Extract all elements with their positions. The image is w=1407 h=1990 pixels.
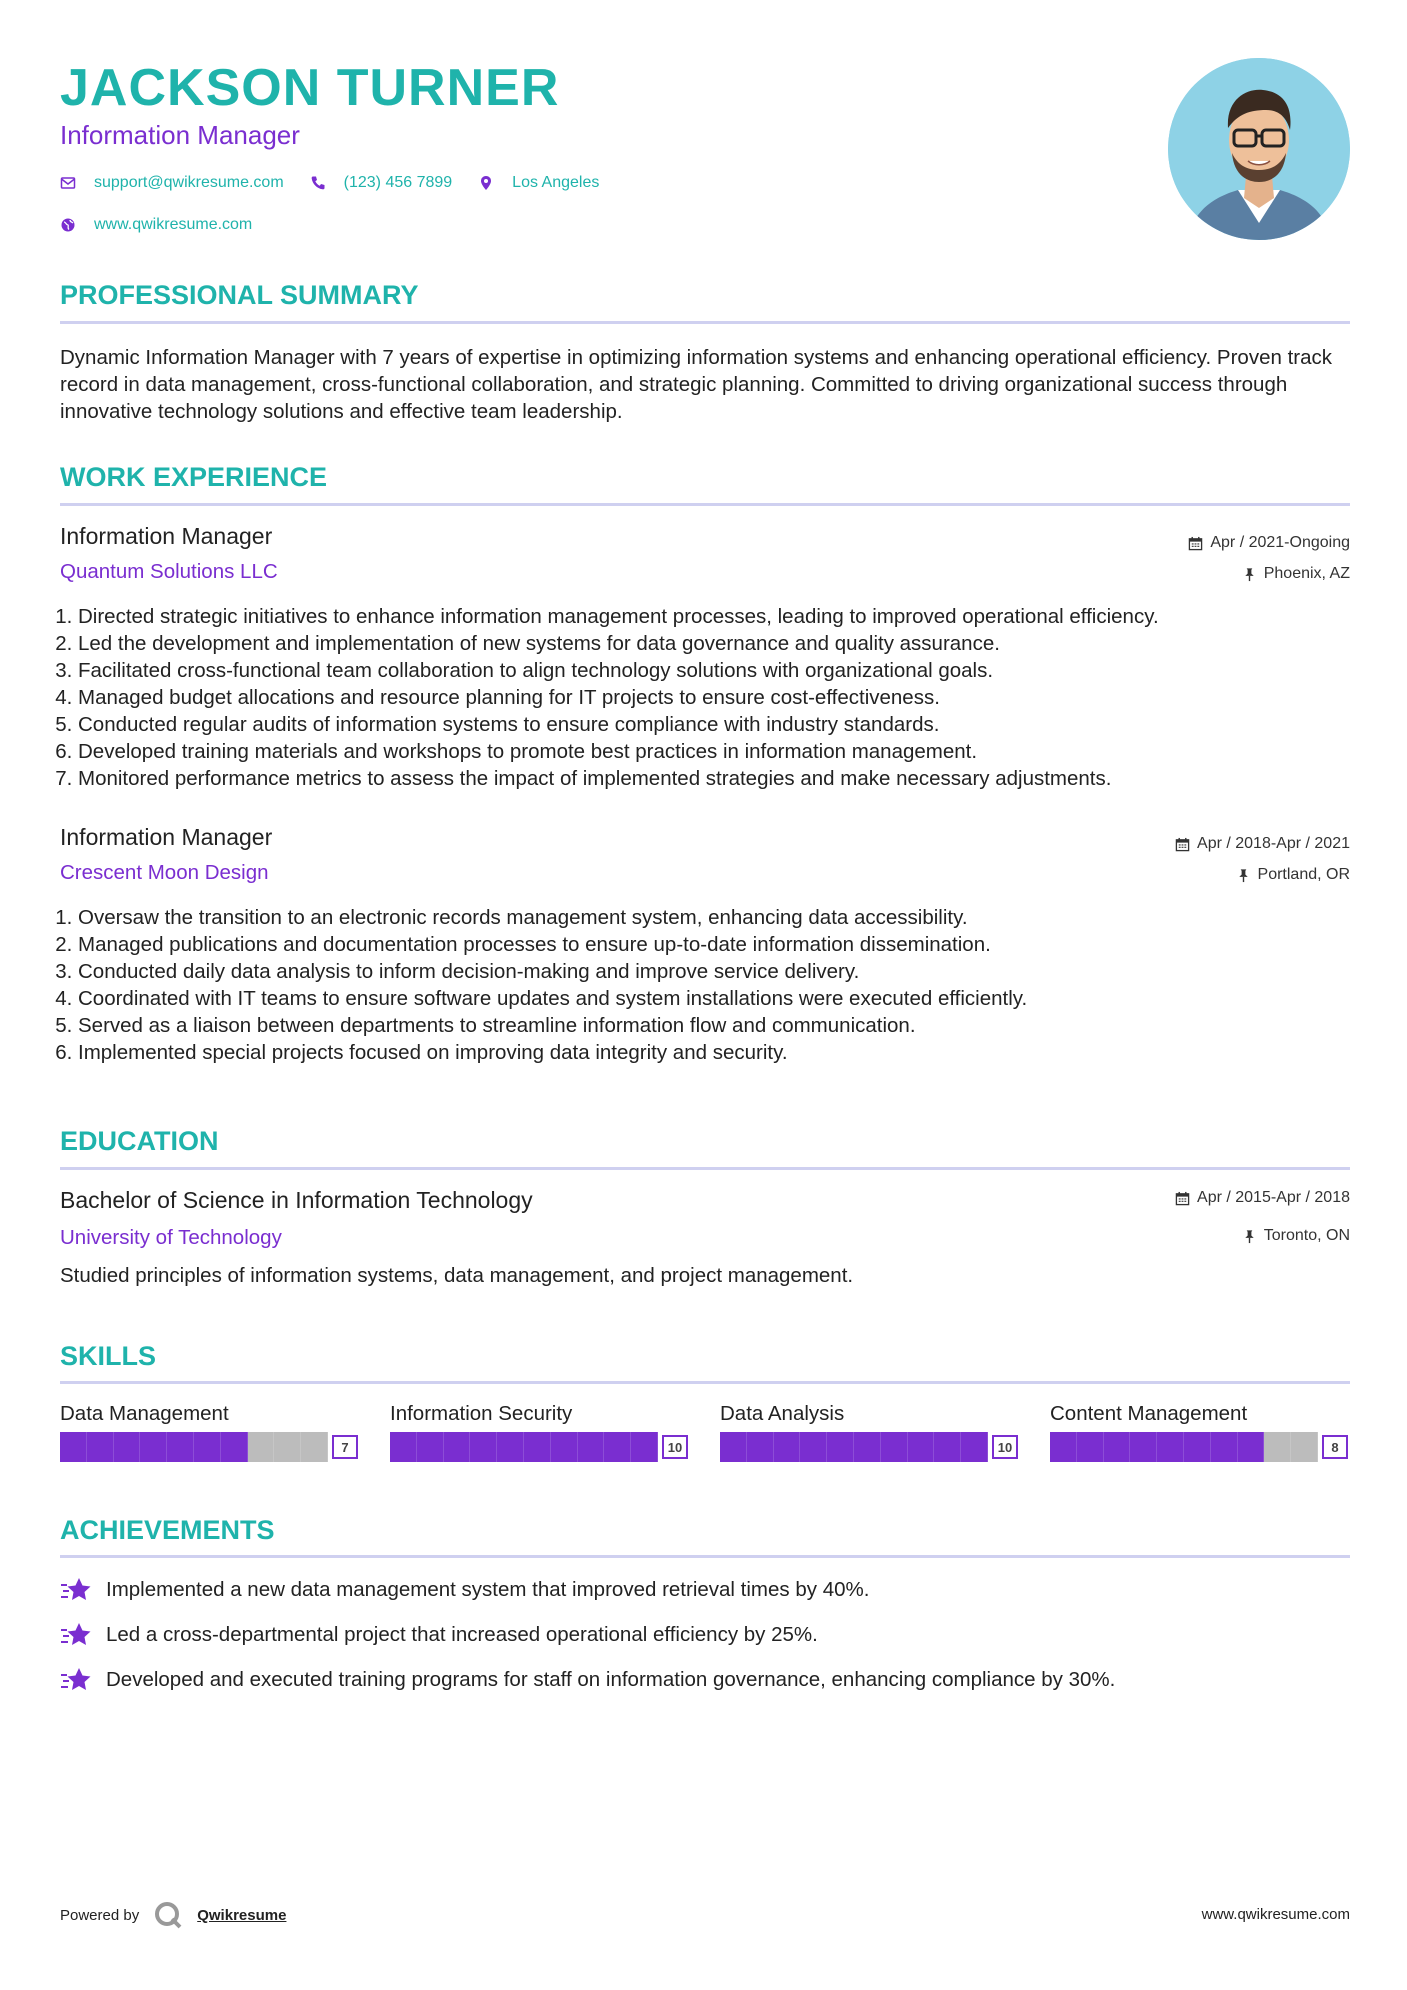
skill-level-badge: 7 (332, 1435, 358, 1459)
skill-segment (1184, 1432, 1211, 1462)
skill-segment (60, 1432, 87, 1462)
achievements-heading: ACHIEVEMENTS (60, 1515, 275, 1545)
skill-segment (1211, 1432, 1238, 1462)
list-item: 5. Served as a liaison between departments to streamline information flow and communication. (78, 1012, 1378, 1039)
skill-level-bar (720, 1432, 1020, 1462)
skill-item (60, 1402, 360, 1462)
skill-segment (800, 1432, 827, 1462)
skill-segment (1157, 1432, 1184, 1462)
job-bullets (54, 603, 1378, 792)
skill-segment (881, 1432, 908, 1462)
education-description: Studied principles of information systems, data management, and project management. (60, 1264, 854, 1287)
list-item: 4. Coordinated with IT teams to ensure software updates and system installations were executed efficiently. (78, 985, 1378, 1012)
list-item: 1. Oversaw the transition to an electronic records management system, enhancing data accessibility. (78, 904, 1378, 931)
skill-segment (631, 1432, 658, 1462)
section-divider (60, 503, 1350, 506)
contact-phone[interactable] (310, 174, 453, 192)
contact-row-2 (60, 216, 278, 234)
education-dates-text: Apr / 2015-Apr / 2018 (1197, 1189, 1350, 1206)
list-item: 6. Implemented special projects focused on improving data integrity and security. (78, 1039, 1378, 1066)
footer-powered-by (60, 1900, 286, 1930)
list-item: 1. Directed strategic initiatives to enhance information management processes, leading to improved operational efficiency. (78, 603, 1378, 630)
pushpin-icon (1236, 868, 1251, 883)
calendar-icon (1188, 536, 1203, 551)
skill-segments (720, 1432, 988, 1462)
qwikresume-link[interactable]: Qwikresume (197, 1906, 287, 1924)
skill-segment (221, 1432, 248, 1462)
candidate-title: Information Manager (60, 120, 300, 150)
profile-photo (1168, 58, 1350, 240)
website-text[interactable]: www.qwikresume.com (94, 216, 253, 233)
skill-segment (1264, 1432, 1291, 1462)
skill-segment (417, 1432, 444, 1462)
skill-level-badge: 8 (1322, 1435, 1348, 1459)
achievement-item (60, 1576, 869, 1604)
skill-segment (1104, 1432, 1131, 1462)
skill-level-bar (1050, 1432, 1350, 1462)
contact-row-1 (60, 174, 625, 192)
skill-segment (1130, 1432, 1157, 1462)
skill-level-bar (60, 1432, 360, 1462)
skill-item (720, 1402, 1020, 1462)
star-icon (60, 1576, 92, 1604)
skill-item (390, 1402, 690, 1462)
skill-name: Information Security (390, 1402, 573, 1425)
skill-segment (827, 1432, 854, 1462)
list-item: 4. Managed budget allocations and resource planning for IT projects to ensure cost-effectiveness. (78, 684, 1378, 711)
skill-segment (604, 1432, 631, 1462)
job-title: Information Manager (60, 824, 273, 850)
skill-segment (390, 1432, 417, 1462)
calendar-icon (1175, 837, 1190, 852)
job-location-text: Phoenix, AZ (1263, 565, 1350, 582)
qwikresume-logo-icon (153, 1900, 183, 1930)
skill-segment (248, 1432, 275, 1462)
contact-location (478, 174, 599, 192)
skill-segment (470, 1432, 497, 1462)
pushpin-icon (1242, 567, 1257, 582)
list-item: 2. Led the development and implementation of new systems for data governance and quality assurance. (78, 630, 1378, 657)
skill-segments (1050, 1432, 1318, 1462)
contact-email[interactable] (60, 174, 284, 192)
skill-segment (854, 1432, 881, 1462)
skill-segment (1050, 1432, 1077, 1462)
skill-segment (274, 1432, 301, 1462)
job-location (1242, 565, 1350, 583)
section-divider (60, 1555, 1350, 1558)
achievement-text: Developed and executed training programs for staff on information governance, enhancing compliance by 30%. (106, 1668, 1116, 1691)
skill-name: Content Management (1050, 1402, 1248, 1425)
skills-heading: SKILLS (60, 1341, 157, 1371)
skill-segment (1077, 1432, 1104, 1462)
list-item: 3. Conducted daily data analysis to inform decision-making and improve service delivery. (78, 958, 1378, 985)
list-item: 3. Facilitated cross-functional team collaboration to align technology solutions with organizational goals. (78, 657, 1378, 684)
footer-website[interactable]: www.qwikresume.com (1201, 1906, 1350, 1923)
section-divider (60, 1167, 1350, 1170)
job-dates (1175, 835, 1350, 853)
skill-segment (934, 1432, 961, 1462)
section-divider (60, 1381, 1350, 1384)
portrait-illustration (1168, 58, 1350, 240)
achievement-text: Implemented a new data management system that improved retrieval times by 40%. (106, 1578, 870, 1601)
skill-segment (524, 1432, 551, 1462)
skill-segment (961, 1432, 988, 1462)
job-dates-text: Apr / 2021-Ongoing (1210, 534, 1350, 551)
skill-segment (551, 1432, 578, 1462)
experience-heading: WORK EXPERIENCE (60, 462, 328, 492)
phone-text[interactable]: (123) 456 7899 (343, 174, 453, 191)
candidate-name: JACKSON TURNER (60, 59, 560, 117)
job-bullets (54, 904, 1378, 1066)
skill-segment (747, 1432, 774, 1462)
list-item: 2. Managed publications and documentation processes to ensure up-to-date information dissemination. (78, 931, 1378, 958)
skill-segment (908, 1432, 935, 1462)
skill-level-bar (390, 1432, 690, 1462)
globe-icon (60, 217, 76, 233)
skill-segment (301, 1432, 328, 1462)
pushpin-icon (1242, 1229, 1257, 1244)
skill-level-badge: 10 (662, 1435, 688, 1459)
skill-level-badge: 10 (992, 1435, 1018, 1459)
skill-segment (720, 1432, 747, 1462)
email-text[interactable]: support@qwikresume.com (94, 174, 284, 191)
location-text: Los Angeles (512, 174, 600, 191)
job-company: Quantum Solutions LLC (60, 560, 278, 583)
envelope-icon (60, 175, 76, 191)
list-item: 5. Conducted regular audits of information systems to ensure compliance with industry standards. (78, 711, 1378, 738)
job-location (1236, 866, 1350, 884)
skill-segment (167, 1432, 194, 1462)
skill-segment (140, 1432, 167, 1462)
job-company: Crescent Moon Design (60, 861, 269, 884)
skill-segment (444, 1432, 471, 1462)
map-pin-icon (478, 175, 494, 191)
skill-segments (60, 1432, 328, 1462)
powered-by-label: Powered by (60, 1906, 140, 1924)
skill-name: Data Management (60, 1402, 229, 1425)
job-location-text: Portland, OR (1257, 866, 1350, 883)
calendar-icon (1175, 1191, 1190, 1206)
achievement-item (60, 1621, 818, 1649)
skill-segment (194, 1432, 221, 1462)
skill-item (1050, 1402, 1350, 1462)
section-divider (60, 321, 1350, 324)
summary-text: Dynamic Information Manager with 7 years of expertise in optimizing information systems and enhancing operational efficiency. Proven track record in data management, cross-functional collaboration, and strategic planning. Committed to driving organizational success through innovative technology solutions and effective team leadership. (60, 346, 1333, 423)
education-location (1242, 1227, 1350, 1245)
skill-segment (114, 1432, 141, 1462)
education-location-text: Toronto, ON (1263, 1227, 1350, 1244)
summary-heading: PROFESSIONAL SUMMARY (60, 280, 419, 310)
skill-name: Data Analysis (720, 1402, 845, 1425)
skill-segments (390, 1432, 658, 1462)
achievement-item (60, 1666, 1115, 1694)
achievement-text: Led a cross-departmental project that increased operational efficiency by 25%. (106, 1623, 818, 1646)
skill-segment (497, 1432, 524, 1462)
degree-title: Bachelor of Science in Information Technology (60, 1187, 533, 1213)
school-name: University of Technology (60, 1226, 282, 1249)
star-icon (60, 1666, 92, 1694)
education-heading: EDUCATION (60, 1126, 219, 1156)
skill-segment (1291, 1432, 1318, 1462)
job-title: Information Manager (60, 523, 273, 549)
contact-website[interactable] (60, 216, 252, 234)
job-dates-text: Apr / 2018-Apr / 2021 (1197, 835, 1350, 852)
skill-segment (87, 1432, 114, 1462)
list-item: 6. Developed training materials and workshops to promote best practices in information management. (78, 738, 1378, 765)
education-dates (1175, 1189, 1350, 1207)
skill-segment (578, 1432, 605, 1462)
skill-segment (774, 1432, 801, 1462)
job-dates (1188, 534, 1350, 552)
star-icon (60, 1621, 92, 1649)
phone-icon (310, 175, 326, 191)
skill-segment (1238, 1432, 1265, 1462)
list-item: 7. Monitored performance metrics to assess the impact of implemented strategies and make necessary adjustments. (78, 765, 1378, 792)
